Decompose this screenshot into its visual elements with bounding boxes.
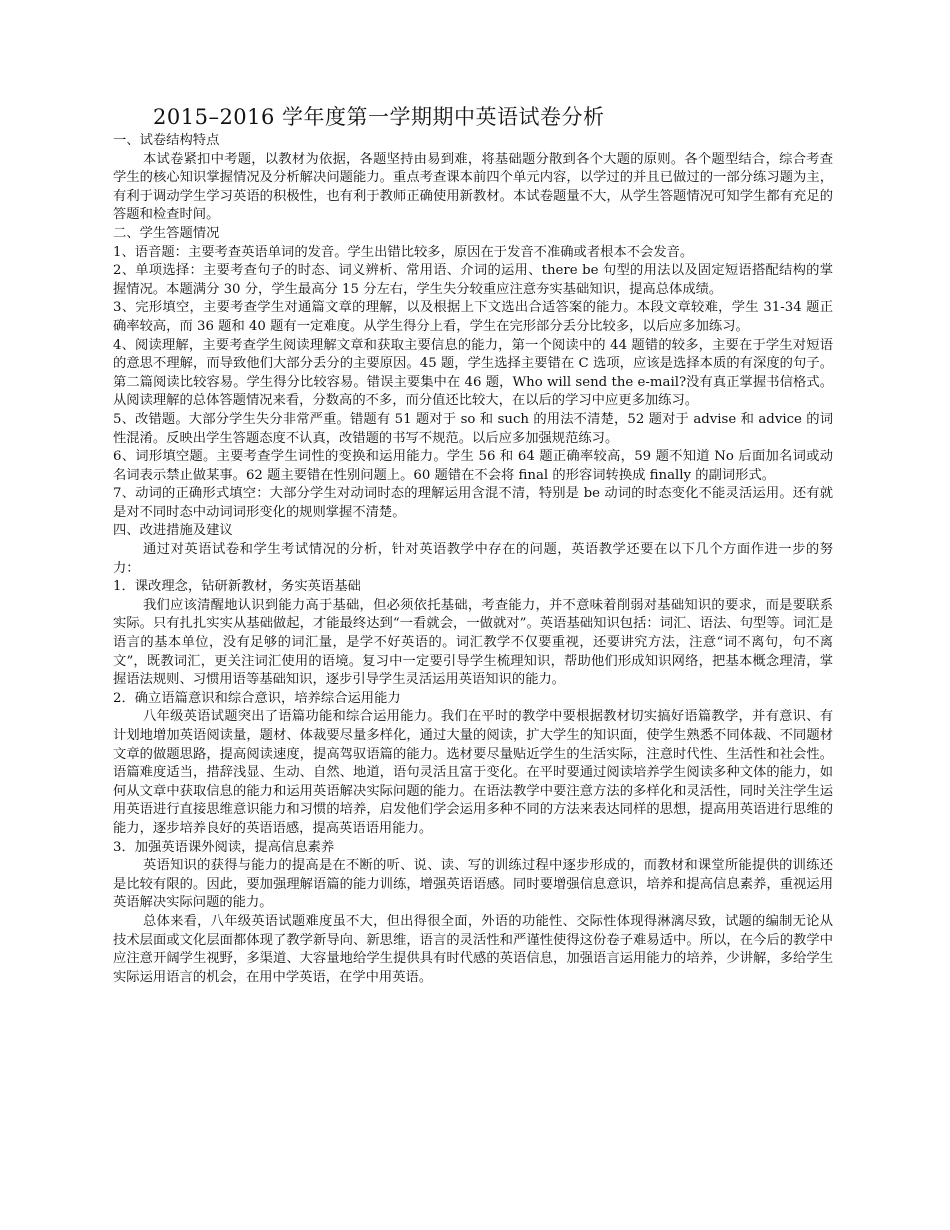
body-paragraph: 4、阅读理解，主要考查学生阅读理解文章和获取主要信息的能力，第一个阅读中的 44 题错的较多，主要在于学生对短语的意思不理解，而导致他们大部分丢分的主要原因。45 题，学生选择主要错在 C 选项，应该是选择本质的有深度的句子。第二篇阅读比较容易。学生得分比较容易。错误主要集中在 46 题，Who will send the e-mail?没有真正掌握书信格式。从阅读理解的总体答题情况来看，分数高的不多，而分值还比较大，在以后的学习中应更多加练习。 — [113, 337, 833, 409]
section-heading: 2．确立语篇意识和综合意识，培养综合运用能力 — [113, 690, 401, 706]
body-paragraph: 八年级英语试题突出了语篇功能和综合运用能力。我们在平时的教学中要根据教材切实搞好语篇教学，并有意识、有计划地增加英语阅读量，题材、体裁要尽量多样化，通过大量的阅读，扩大学生的知识面，使学生熟悉不同体裁、不同题材文章的做题思路，提高阅读速度，提高驾驭语篇的能力。选材要尽量贴近学生的生活实际，注意时代性、生活性和社会性。语篇难度适当，措辞浅显、生动、自然、地道，语句灵活且富于变化。在平时要通过阅读培养学生阅读多种文体的能力，如何从文章中获取信息的能力和运用英语解决实际问题的能力。在语法教学中要注意方法的多样化和灵活性，同时关注学生运用英语进行直接思维意识能力和习惯的培养，启发他们学会运用多种不同的方法来表达同样的思想，提高用英语进行思维的能力，逐步培养良好的英语语感，提高英语语用能力。 — [113, 709, 833, 836]
document-page — [113, 103, 833, 987]
section-heading: 二、学生答题情况 — [113, 225, 220, 241]
document-body — [113, 132, 833, 987]
body-paragraph: 总体来看，八年级英语试题难度虽不大，但出得很全面，外语的功能性、交际性体现得淋漓尽致，试题的编制无论从技术层面或文化层面都体现了教学新导向、新思维，语言的灵活性和严谨性使得这份卷子难易适中。所以，在今后的教学中应注意开阔学生视野，多渠道、大容量地给学生提供具有时代感的英语信息，加强语言运用能力的培养，少讲解，多给学生实际运用语言的机会，在用中学英语，在学中用英语。 — [113, 913, 833, 985]
body-paragraph: 3、完形填空，主要考查学生对通篇文章的理解，以及根据上下文选出合适答案的能力。本段文章较难，学生 31-34 题正确率较高，而 36 题和 40 题有一定难度。从学生得分上看，学生在完形部分丢分比较多，以后应多加练习。 — [113, 300, 833, 334]
body-paragraph: 7、动词的正确形式填空：大部分学生对动词时态的理解运用含混不清，特别是 be 动词的时态变化不能灵活运用。还有就是对不同时态中动词词形变化的规则掌握不清楚。 — [113, 486, 833, 520]
section-heading: 3．加强英语课外阅读，提高信息素养 — [113, 839, 335, 855]
section-heading: 一、试卷结构特点 — [113, 133, 220, 148]
body-paragraph: 英语知识的获得与能力的提高是在不断的听、说、读、写的训练过程中逐步形成的，而教材和课堂所能提供的训练还是比较有限的。因此，要加强理解语篇的能力训练，增强英语语感。同时要增强信息意识，培养和提高信息素养，重视运用英语解决实际问题的能力。 — [113, 858, 833, 911]
section-heading: 四、改进措施及建议 — [113, 523, 233, 539]
body-paragraph: 1、语音题：主要考查英语单词的发音。学生出错比较多，原因在于发音不准确或者根本不会发音。 — [113, 244, 694, 260]
body-paragraph: 我们应该清醒地认识到能力高于基础，但必须依托基础，考查能力，并不意味着削弱对基础知识的要求，而是要联系实际。只有扎扎实实从基础做起，才能最终达到“一看就会，一做就对”。英语基础知识包括：词汇、语法、句型等。词汇是语言的基本单位，没有足够的词汇量，是学不好英语的。词汇教学不仅要重视，还要讲究方法，注意“词不离句，句不离文”，既教词汇，更关注词汇使用的语境。复习中一定要引导学生梳理知识，帮助他们形成知识网络，把基本概念理清，掌握语法规则、习惯用语等基础知识，逐步引导学生灵活运用英语知识的能力。 — [113, 597, 833, 688]
body-paragraph: 通过对英语试卷和学生考试情况的分析，针对英语教学中存在的问题，英语教学还要在以下几个方面作进一步的努力： — [113, 542, 833, 576]
body-paragraph: 本试卷紧扣中考题，以教材为依据，各题坚持由易到难，将基础题分散到各个大题的原则。各个题型结合，综合考查学生的核心知识掌握情况及分析解决问题能力。重点考查课本前四个单元内容，以学过的并且已做过的一部分练习题为主，有利于调动学生学习英语的积极性，也有利于教师正确使用新教材。本试卷题量不大，从学生答题情况可知学生都有充足的答题和检查时间。 — [113, 151, 833, 223]
section-heading: 1．课改理念，钻研新教材，务实英语基础 — [113, 579, 361, 595]
body-paragraph: 6、词形填空题。主要考查学生词性的变换和运用能力。学生 56 和 64 题正确率较高，59 题不知道 No 后面加名词或动名词表示禁止做某事。62 题主要错在性别问题上。60 题错在不会将 final 的形容词转换成 finally 的副词形式。 — [113, 449, 833, 483]
document-title: 2015–2016 学年度第一学期期中英语试卷分析 — [153, 105, 605, 129]
body-paragraph: 2、单项选择：主要考查句子的时态、词义辨析、常用语、介词的运用、there be 句型的用法以及固定短语搭配结构的掌握情况。本题满分 30 分，学生最高分 15 分左右，学生失分较重应注意夯实基础知识，提高总体成绩。 — [113, 263, 833, 297]
body-paragraph: 5、改错题。大部分学生失分非常严重。错题有 51 题对于 so 和 such 的用法不清楚，52 题对于 advise 和 advice 的词性混淆。反映出学生答题态度不认真，改错题的书写不规范。以后应多加强规范练习。 — [113, 411, 833, 446]
